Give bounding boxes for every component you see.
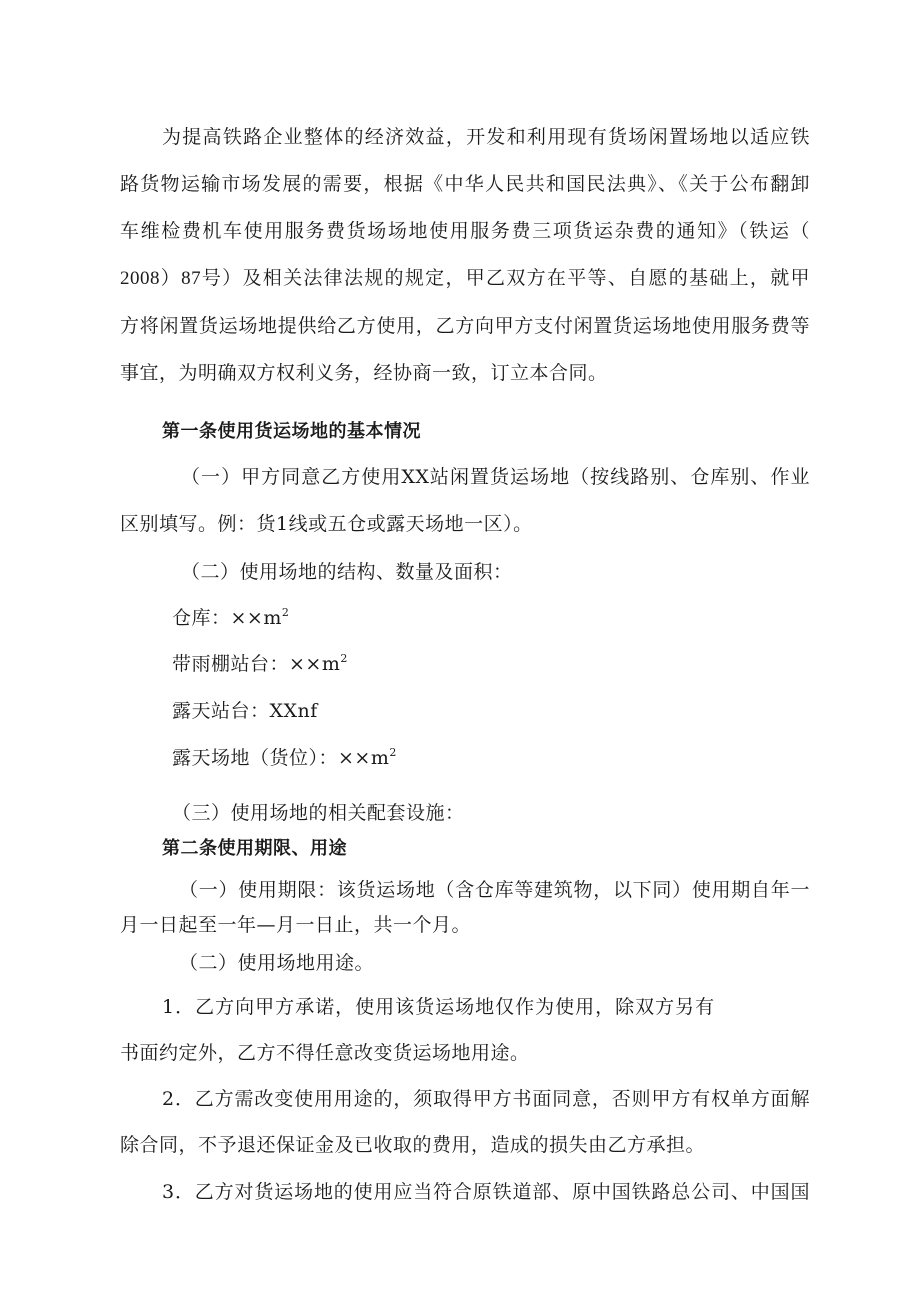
article-2-term-line-1: （一）使用期限：该货运场地（含仓库等建筑物，以下同）使用期自年一 [179,879,810,901]
intro-line-6: 事宜，为明确双方权利义务，经协商一致，订立本合同。 [120,362,608,384]
article-1-item-1-line-1: （一）甲方同意乙方使用XX站闲置货运场地（按线路别、仓库别、作业 [181,466,810,488]
warehouse-area: 仓库：$\times\times m^2$ [172,606,290,629]
clause-2-line-2: 除合同，不予退还保证金及已收取的费用，造成的损失由乙方承担。 [120,1134,706,1156]
superscript-2: 2 [340,652,348,665]
clause-1-line-1: 1．乙方向甲方承诺，使用该货运场地仅作为使用，除双方另有 [162,996,716,1018]
superscript-2: 2 [281,606,290,619]
clause-3-line-1: 3．乙方对货运场地的使用应当符合原铁道部、原中国铁路总公司、中国国 [162,1181,810,1203]
article-2-purpose: （二）使用场地用途。 [179,952,375,974]
intro-line-1: 为提高铁路企业整体的经济效益，开发和利用现有货场闲置场地以适应铁 [162,126,810,148]
article-1-heading: 第一条使用货运场地的基本情况 [162,421,421,442]
open-platform-area: 露天站台：XXnf [172,700,318,722]
clause-2-line-1: 2．乙方需改变使用用途的，须取得甲方书面同意，否则甲方有权单方面解 [162,1088,810,1110]
intro-line-2: 路货物运输市场发展的需要，根据《中华人民共和国民法典》、《关于公布翻卸 [120,173,810,195]
canopy-platform-area: 带雨棚站台：$\times\times m^2$ [172,652,348,675]
intro-line-3: 车维检费机车使用服务费货场场地使用服务费三项货运杂费的通知》（铁运（ [120,220,810,242]
intro-line-5: 方将闲置货运场地提供给乙方使用，乙方向甲方支付闲置货运场地使用服务费等 [120,315,810,337]
intro-line-4: 2008）87号）及相关法律法规的规定，甲乙双方在平等、自愿的基础上，就甲 [120,268,810,289]
superscript-2: 2 [389,746,397,759]
article-1-item-1-line-2: 区别填写。例：货1线或五仓或露天场地一区）。 [120,513,533,535]
article-1-item-3: （三）使用场地的相关配套设施： [172,802,465,824]
open-yard-area: 露天场地（货位）：$\times\times m^2$ [172,746,397,769]
article-2-term-line-2: 月一日起至一年—月一日止，共一个月。 [120,914,472,936]
clause-1-line-2: 书面约定外，乙方不得任意改变货运场地用途。 [120,1042,530,1064]
article-1-item-2: （二）使用场地的结构、数量及面积： [181,561,513,583]
article-2-heading: 第二条使用期限、用途 [162,838,347,859]
